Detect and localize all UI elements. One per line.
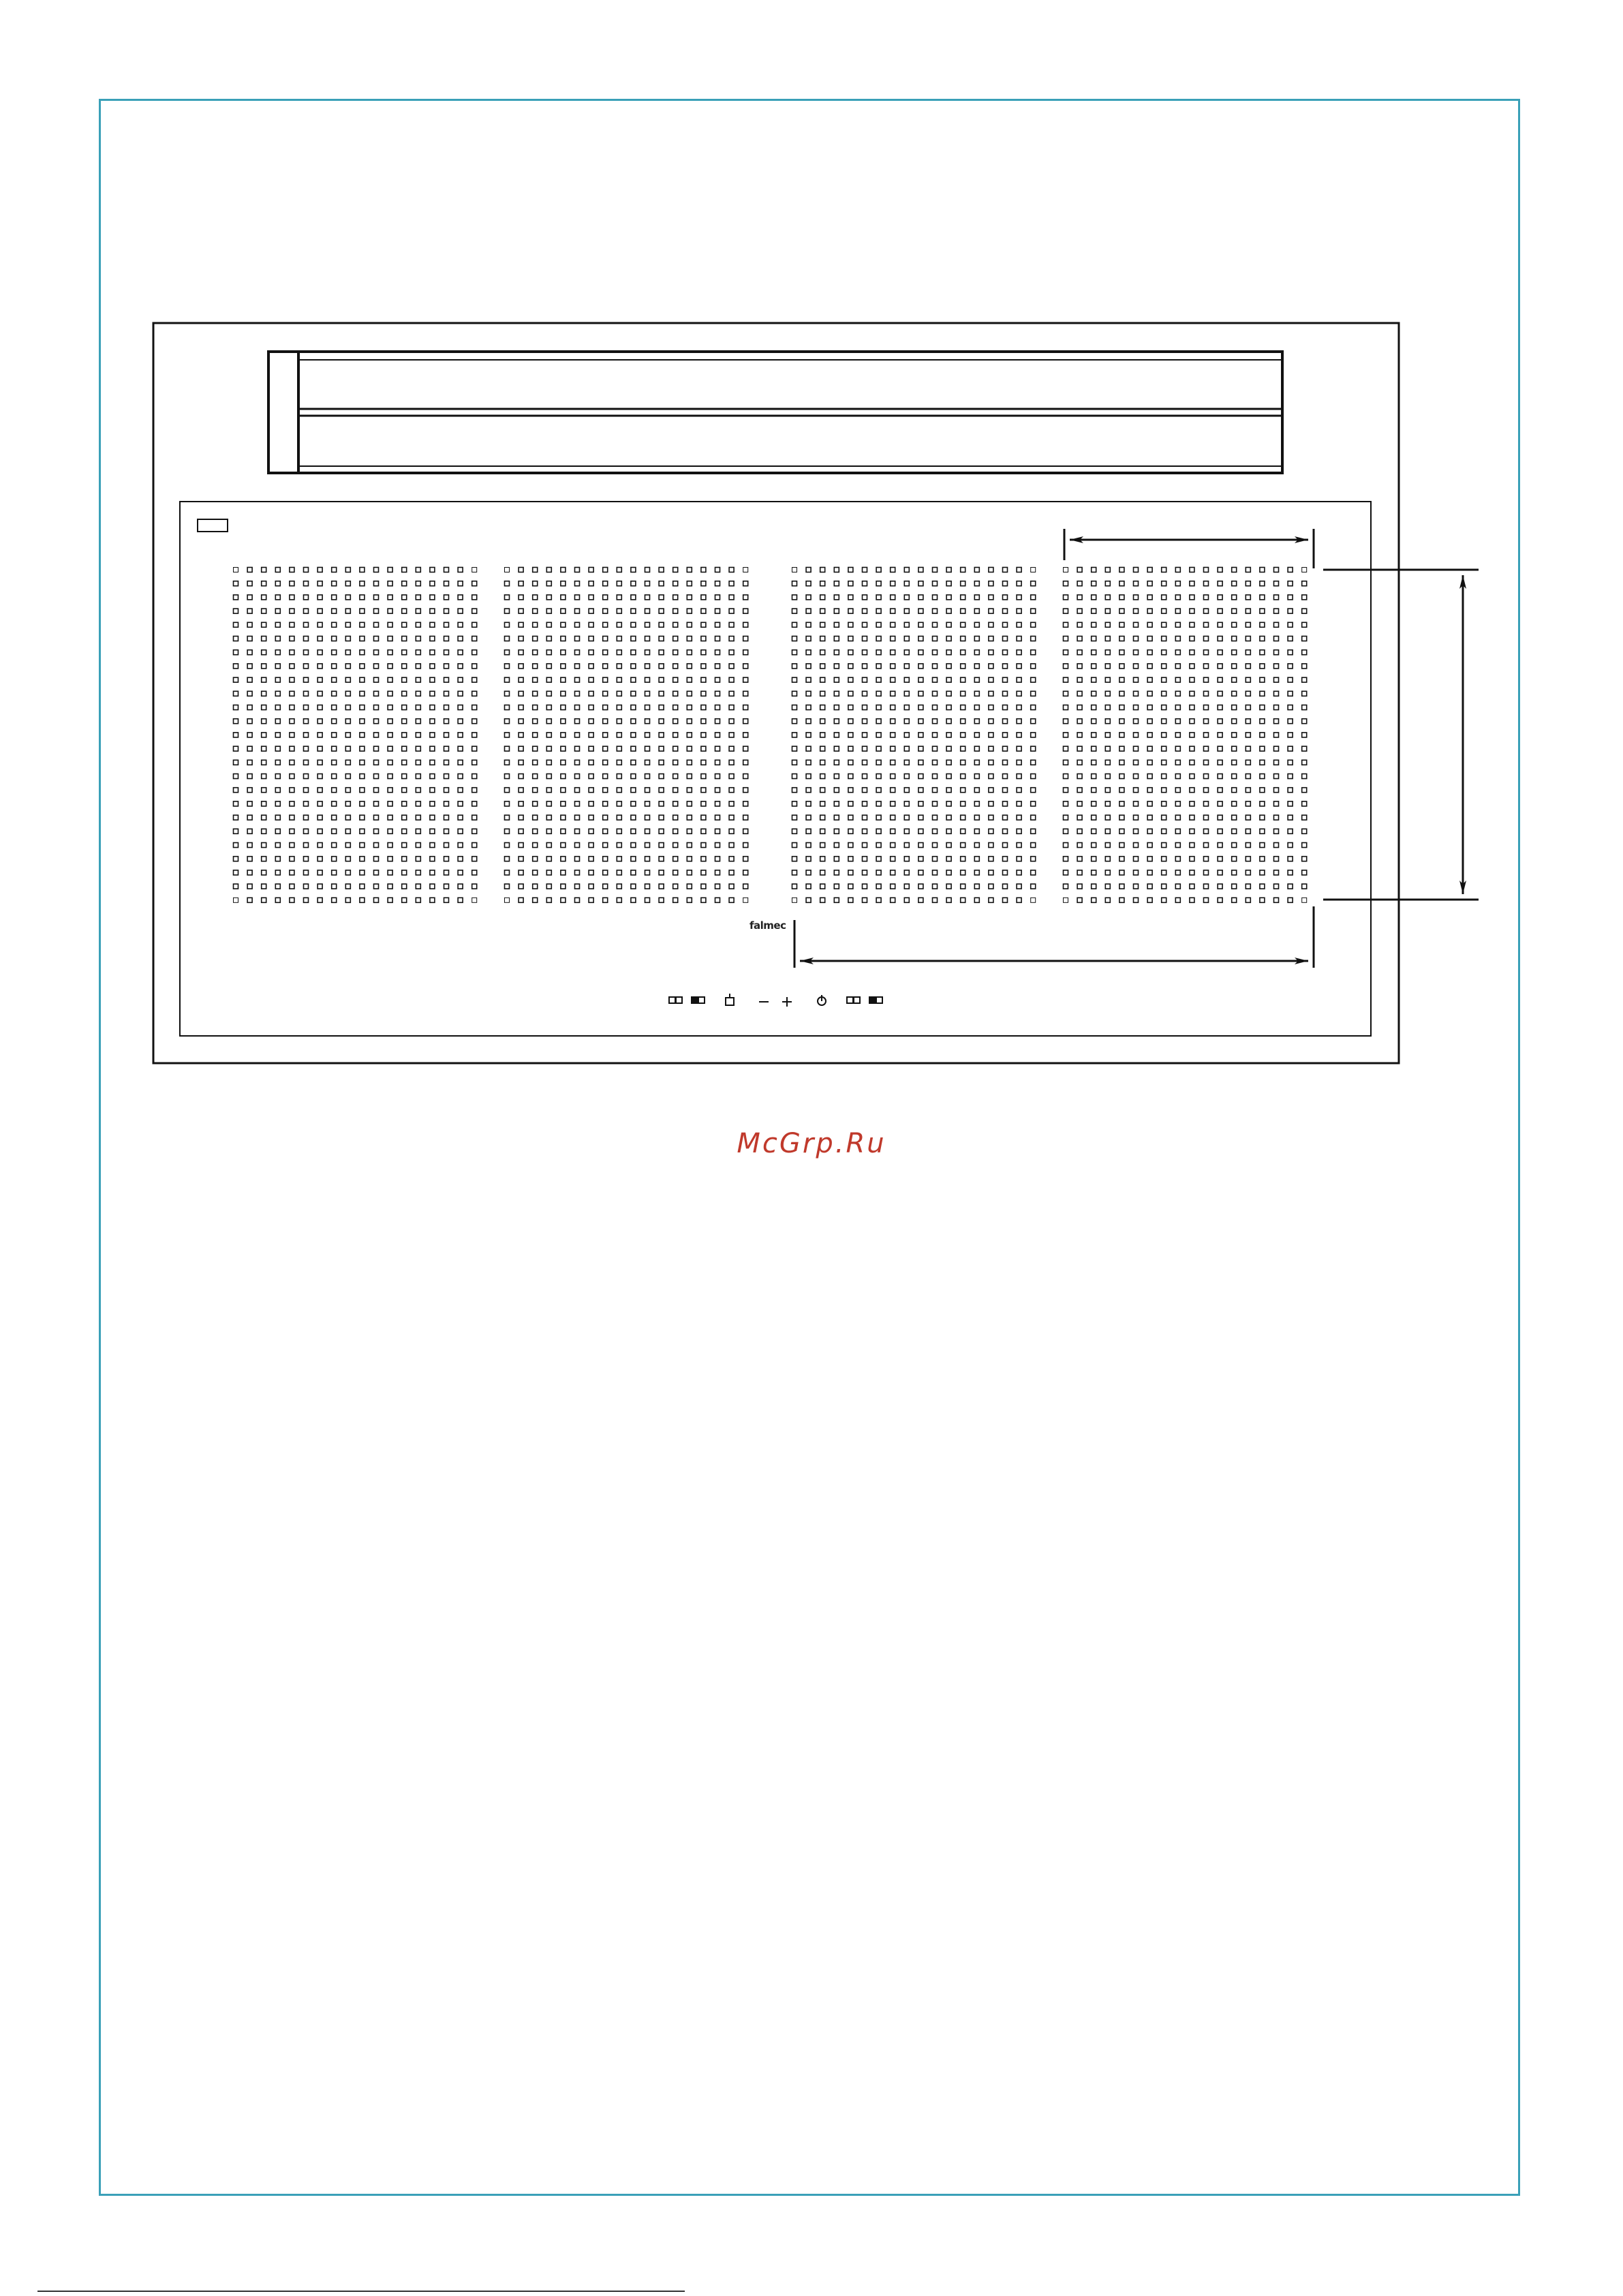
control-panel [669, 994, 882, 1007]
indicator-label [198, 519, 228, 532]
watermark: McGrp.Ru [737, 1128, 886, 1159]
dual-zone-icon [847, 997, 853, 1003]
power-icon [818, 995, 826, 1005]
brand-logo: falmec [749, 919, 786, 932]
cooking-zones [234, 568, 1307, 903]
cooking-zone [1064, 568, 1307, 903]
plus-icon [782, 997, 792, 1007]
timer-icon [726, 994, 734, 1005]
cooking-zone [234, 568, 477, 903]
cooking-zone [792, 568, 1036, 903]
worktop-outline [153, 323, 1399, 1063]
dual-zone-icon [869, 997, 876, 1003]
extractor-blade [268, 352, 1282, 473]
dual-zone-icon [669, 997, 675, 1003]
glass-surface [180, 502, 1371, 1036]
cooking-zone [505, 568, 748, 903]
dual-zone-icon [692, 997, 698, 1003]
